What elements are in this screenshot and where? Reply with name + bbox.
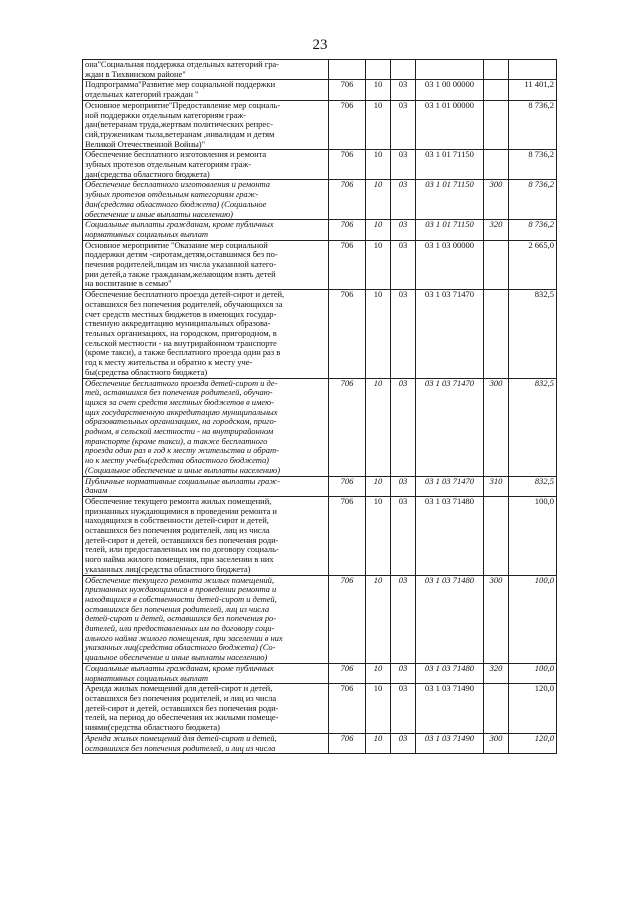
target-article-cell: 03 1 01 00000 (416, 100, 484, 150)
amount-cell: 100,0 (509, 663, 557, 683)
expense-name-cell: Обеспечение бесплатного изготовления и ремонта зубных протезов отдельным категориям граж- дан(средства областного бюджета) (Социальное обеспечение и иные выплаты населению) (83, 180, 329, 220)
ministry-code-cell: 706 (329, 240, 366, 290)
expense-type-cell: 310 (484, 476, 509, 496)
subsection-code-cell: 03 (391, 150, 416, 180)
ministry-code-cell: 706 (329, 575, 366, 663)
expense-name-cell: Социальные выплаты гражданам, кроме публичных нормативных социальных выплат (83, 220, 329, 240)
expense-name-cell: Обеспечение бесплатного изготовления и ремонта зубных протезов отдельным категориям граж- дан(средства областного бюджета) (83, 150, 329, 180)
subsection-code-cell: 03 (391, 575, 416, 663)
amount-cell: 832,5 (509, 290, 557, 378)
amount-cell: 120,0 (509, 733, 557, 753)
ministry-code-cell: 706 (329, 663, 366, 683)
amount-cell: 832,5 (509, 378, 557, 476)
target-article-cell: 03 1 03 71470 (416, 290, 484, 378)
subsection-code-cell: 03 (391, 663, 416, 683)
section-code-cell: 10 (366, 663, 391, 683)
table-row (83, 476, 557, 496)
amount-cell (509, 60, 557, 80)
expense-name-cell: она"Социальная поддержка отдельных категорий гра- ждан в Тихвинском районе" (83, 60, 329, 80)
ministry-code-cell: 706 (329, 150, 366, 180)
target-article-cell (416, 60, 484, 80)
budget-table (82, 59, 557, 754)
subsection-code-cell: 03 (391, 290, 416, 378)
expense-name-cell: Публичные нормативные социальные выплаты граж- данам (83, 476, 329, 496)
amount-cell: 11 401,2 (509, 80, 557, 100)
expense-type-cell (484, 60, 509, 80)
amount-cell: 8 736,2 (509, 100, 557, 150)
ministry-code-cell: 706 (329, 476, 366, 496)
section-code-cell (366, 60, 391, 80)
subsection-code-cell: 03 (391, 496, 416, 575)
expense-type-cell (484, 290, 509, 378)
subsection-code-cell: 03 (391, 476, 416, 496)
target-article-cell: 03 1 03 71470 (416, 476, 484, 496)
expense-name-cell: Социальные выплаты гражданам, кроме публичных нормативных социальных выплат (83, 663, 329, 683)
section-code-cell: 10 (366, 180, 391, 220)
ministry-code-cell (329, 60, 366, 80)
expense-type-cell: 300 (484, 575, 509, 663)
amount-cell: 8 736,2 (509, 220, 557, 240)
section-code-cell: 10 (366, 575, 391, 663)
table-row (83, 684, 557, 734)
target-article-cell: 03 1 01 71150 (416, 220, 484, 240)
amount-cell: 2 665,0 (509, 240, 557, 290)
table-row (83, 575, 557, 663)
ministry-code-cell: 706 (329, 290, 366, 378)
ministry-code-cell: 706 (329, 100, 366, 150)
expense-type-cell (484, 240, 509, 290)
ministry-code-cell: 706 (329, 684, 366, 734)
subsection-code-cell: 03 (391, 733, 416, 753)
expense-type-cell: 300 (484, 733, 509, 753)
subsection-code-cell (391, 60, 416, 80)
amount-cell: 120,0 (509, 684, 557, 734)
expense-name-cell: Аренда жилых помещений для детей-сирот и детей, оставшихся без попечения родителей, и лиц из числа детей-сирот и детей, оставшихся без попечения роди- телей, на период до обеспечения их жилыми помеще- ниями(средства областного бюджета) (83, 684, 329, 734)
section-code-cell: 10 (366, 378, 391, 476)
ministry-code-cell: 706 (329, 220, 366, 240)
table-row (83, 240, 557, 290)
expense-type-cell: 320 (484, 220, 509, 240)
section-code-cell: 10 (366, 733, 391, 753)
expense-type-cell: 320 (484, 663, 509, 683)
expense-name-cell: Обеспечение бесплатного проезда детей-сирот и детей, оставшихся без попечения родителей, обучающихся за счет средств местных бюджетов в имеющих государ- ственную аккредитацию муниципальных образова- тельных организациях, на городском, пригородном, в сельской местности - на внутрирайонном транспорте (кроме такси), а также бесплатного проезда один раз в год к месту жительства и обратно к месту уче- бы(средства областного бюджета) (83, 290, 329, 378)
table-row (83, 100, 557, 150)
table-row (83, 733, 557, 753)
subsection-code-cell: 03 (391, 180, 416, 220)
expense-type-cell: 300 (484, 180, 509, 220)
table-body (83, 60, 557, 754)
expense-name-cell: Подпрограмма"Развитие мер социальной поддержки отдельных категорий граждан " (83, 80, 329, 100)
table-row (83, 80, 557, 100)
expense-name-cell: Основное мероприятие"Предоставление мер социаль- ной поддержки отдельным категориям граж- дан(ветеранам труда,жертвам политических репрес- сий,труженикам тыла,ветеранам ,инвалидам и детям Великой Отечественной Войны)" (83, 100, 329, 150)
subsection-code-cell: 03 (391, 80, 416, 100)
section-code-cell: 10 (366, 684, 391, 734)
target-article-cell: 03 1 03 71480 (416, 663, 484, 683)
amount-cell: 8 736,2 (509, 150, 557, 180)
target-article-cell: 03 1 00 00000 (416, 80, 484, 100)
expense-type-cell (484, 80, 509, 100)
expense-type-cell: 300 (484, 378, 509, 476)
subsection-code-cell: 03 (391, 378, 416, 476)
expense-type-cell (484, 496, 509, 575)
expense-name-cell: Обеспечение текущего ремонта жилых помещений, признанных нуждающимися в проведении ремонта и находящихся в собственности детей-сирот и детей, оставшихся без попечения родителей, лиц из числа детей-сирот и детей, оставшихся без попечения ро- дителей, или предоставленных им по договору соци- ального найма жилого помещения, при заселении в них указанных лиц(средства областного бюджета) (Со- циальное обеспечение и иные выплаты населению) (83, 575, 329, 663)
amount-cell: 100,0 (509, 575, 557, 663)
ministry-code-cell: 706 (329, 496, 366, 575)
ministry-code-cell: 706 (329, 180, 366, 220)
target-article-cell: 03 1 03 00000 (416, 240, 484, 290)
subsection-code-cell: 03 (391, 684, 416, 734)
expense-name-cell: Обеспечение текущего ремонта жилых помещений, признанных нуждающимися в проведении ремонта и находящихся в собственности детей-сирот и детей, оставшихся без попечения родителей, лиц из числа детей-сирот и детей, оставшихся без попечения роди- телей, или предоставленных им по договору социаль- ного найма жилого помещения, при заселении в них указанных лиц(средства областного бюджета) (83, 496, 329, 575)
ministry-code-cell: 706 (329, 378, 366, 476)
expense-type-cell (484, 100, 509, 150)
section-code-cell: 10 (366, 150, 391, 180)
section-code-cell: 10 (366, 290, 391, 378)
section-code-cell: 10 (366, 240, 391, 290)
ministry-code-cell: 706 (329, 733, 366, 753)
expense-name-cell: Аренда жилых помещений для детей-сирот и детей, оставшихся без попечения родителей, и лиц из числа (83, 733, 329, 753)
ministry-code-cell: 706 (329, 80, 366, 100)
table-row (83, 663, 557, 683)
target-article-cell: 03 1 01 71150 (416, 180, 484, 220)
subsection-code-cell: 03 (391, 220, 416, 240)
page-number: 23 (312, 37, 328, 53)
table-row (83, 290, 557, 378)
expense-name-cell: Обеспечение бесплатного проезда детей-сирот и де- тей, оставшихся без попечения родителей, обучаю- щихся за счет средств местных бюджетов в имею- щих государственную аккредитацию муниципальных образовательных организациях, на городском, приго- родном, в сельской местности - на внутрирайонном транспорте (кроме такси), а также бесплатного проезда один раз в год к месту жительства и обрат- но к месту учебы(средства областного бюджета) (Социальное обеспечение и иные выплаты населению) (83, 378, 329, 476)
subsection-code-cell: 03 (391, 100, 416, 150)
table-row (83, 496, 557, 575)
section-code-cell: 10 (366, 496, 391, 575)
target-article-cell: 03 1 03 71490 (416, 733, 484, 753)
section-code-cell: 10 (366, 220, 391, 240)
target-article-cell: 03 1 03 71490 (416, 684, 484, 734)
table-row (83, 378, 557, 476)
table-row (83, 60, 557, 80)
table-row (83, 150, 557, 180)
amount-cell: 100,0 (509, 496, 557, 575)
amount-cell: 8 736,2 (509, 180, 557, 220)
table-row (83, 220, 557, 240)
target-article-cell: 03 1 03 71480 (416, 575, 484, 663)
target-article-cell: 03 1 03 71470 (416, 378, 484, 476)
section-code-cell: 10 (366, 476, 391, 496)
section-code-cell: 10 (366, 100, 391, 150)
subsection-code-cell: 03 (391, 240, 416, 290)
expense-name-cell: Основное мероприятие "Оказание мер социальной поддержки детям -сиротам,детям,оставшимся без по- печения родителей,лицам из числа указанной катего- рии детей,а также гражданам,желающим взять детей на воспитание в семью" (83, 240, 329, 290)
table-row (83, 180, 557, 220)
expense-type-cell (484, 150, 509, 180)
expense-type-cell (484, 684, 509, 734)
section-code-cell: 10 (366, 80, 391, 100)
target-article-cell: 03 1 01 71150 (416, 150, 484, 180)
amount-cell: 832,5 (509, 476, 557, 496)
target-article-cell: 03 1 03 71480 (416, 496, 484, 575)
